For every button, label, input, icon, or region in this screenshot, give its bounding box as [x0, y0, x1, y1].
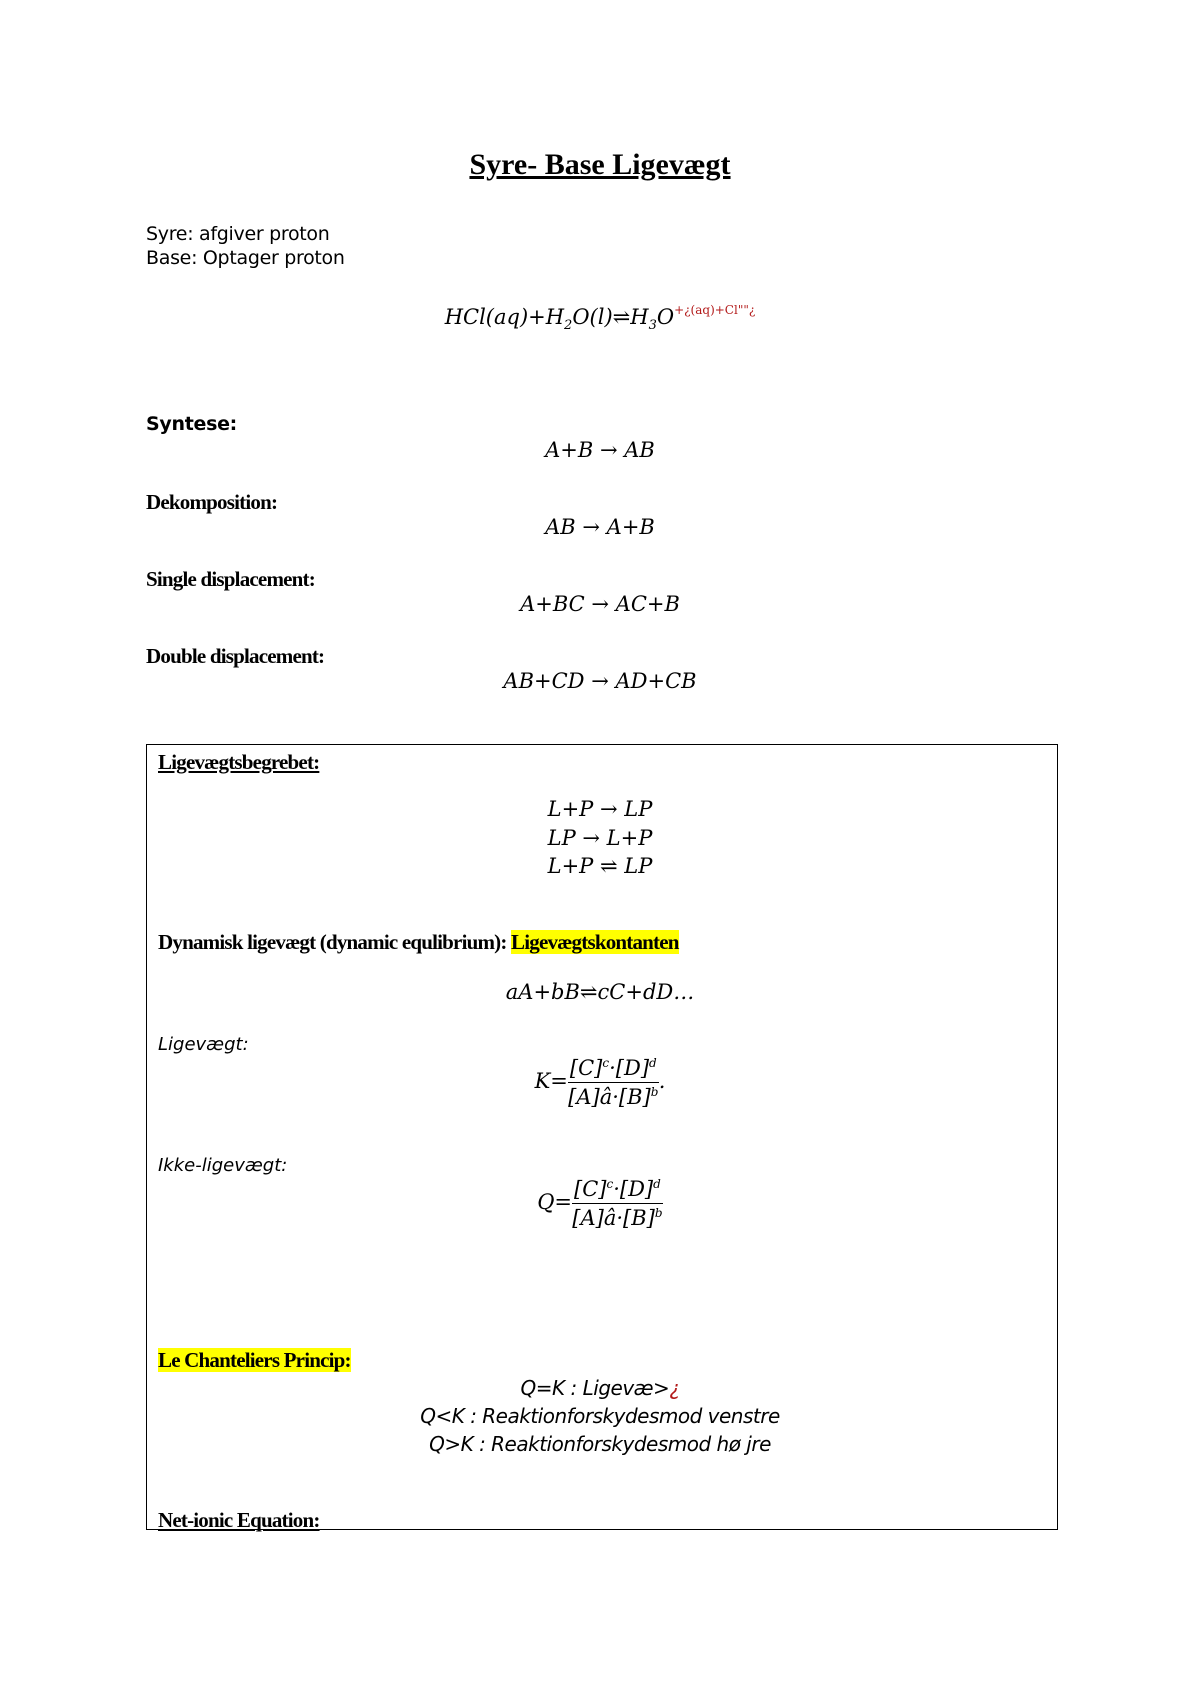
dynamic-equilibrium-line [158, 930, 679, 955]
q-num-exp-c: c [606, 1177, 614, 1191]
dynamic-label: Dynamisk ligevægt (dynamic equlibrium): [158, 930, 507, 954]
intro-base-line: Base: Optager proton [146, 247, 345, 269]
q-num-exp-d: d [653, 1177, 661, 1191]
k-fraction [568, 1056, 659, 1109]
box-eq-1: L+P → LP [547, 797, 653, 821]
ikke-ligevaegt-label: Ikke-ligevægt: [158, 1155, 288, 1176]
hcl-eq-o: O [656, 305, 675, 329]
hcl-eq-sub3: 3 [648, 318, 657, 333]
k-num-c: [C] [569, 1056, 603, 1080]
k-num-exp-d: d [649, 1056, 657, 1070]
hcl-eq-mid: O(l)⇌H [572, 305, 649, 329]
reaction-equation-single: A+BC → AC+B [520, 592, 680, 616]
reaction-equation-double: AB+CD → AD+CB [503, 669, 697, 693]
k-num-exp-c: c [602, 1056, 610, 1070]
q-num-d: ·[D] [613, 1177, 654, 1201]
box-eq-2: LP → L+P [547, 826, 653, 850]
k-den: [A]â·[B] [568, 1085, 651, 1109]
box-eq-3: L+P ⇌ LP [547, 854, 653, 878]
reaction-label-syntese: Syntese: [146, 413, 237, 435]
reaction-equation-dekomposition: AB → A+B [545, 515, 655, 539]
q-den: [A]â·[B] [572, 1206, 655, 1230]
reaction-label-double: Double displacement: [146, 644, 325, 668]
reaction-label-dekomposition: Dekomposition: [146, 490, 278, 514]
chatelier-line-1-red: ¿ [669, 1376, 680, 1400]
ligevaegt-label: Ligevægt: [158, 1034, 249, 1055]
k-lhs: K= [534, 1069, 568, 1093]
hcl-eq-main: HCl(aq)+H [444, 305, 565, 329]
reaction-equation-syntese: A+B → AB [545, 438, 655, 462]
k-trail: . [658, 1069, 666, 1093]
hcl-eq-sub2: 2 [564, 318, 573, 333]
k-num-d: ·[D] [609, 1056, 650, 1080]
general-equation: aA+bB⇌cC+dD… [505, 980, 695, 1004]
chatelier-line-1 [0, 1376, 1200, 1400]
chatelier-line-2: Q<K : Reaktionforskydesmod venstre [420, 1404, 780, 1428]
net-ionic-heading: Net-ionic Equation: [158, 1508, 320, 1532]
chatelier-line-1-main: Q=K : Ligevæ> [520, 1376, 670, 1400]
k-den-exp: b [650, 1085, 659, 1099]
hcl-equation [0, 303, 1200, 333]
page-title: Syre- Base Ligevægt [469, 148, 731, 181]
q-num-c: [C] [574, 1177, 607, 1201]
dynamic-highlight: Ligevægtskontanten [511, 930, 679, 954]
chatelier-heading [158, 1348, 351, 1373]
chatelier-line-3: Q>K : Reaktionforskydesmod hø jre [429, 1432, 771, 1456]
q-expression [0, 1177, 1200, 1230]
hcl-eq-garbled: +¿(aq)+Cl""¿ [674, 303, 756, 317]
chatelier-heading-text: Le Chanteliers Princip: [158, 1348, 351, 1372]
q-den-exp: b [654, 1206, 663, 1220]
box-heading: Ligevægtsbegrebet: [158, 750, 320, 774]
intro-acid-line: Syre: afgiver proton [146, 223, 330, 245]
k-expression [0, 1056, 1200, 1109]
q-lhs: Q= [537, 1190, 572, 1214]
q-fraction [572, 1177, 663, 1230]
reaction-label-single: Single displacement: [146, 567, 315, 591]
